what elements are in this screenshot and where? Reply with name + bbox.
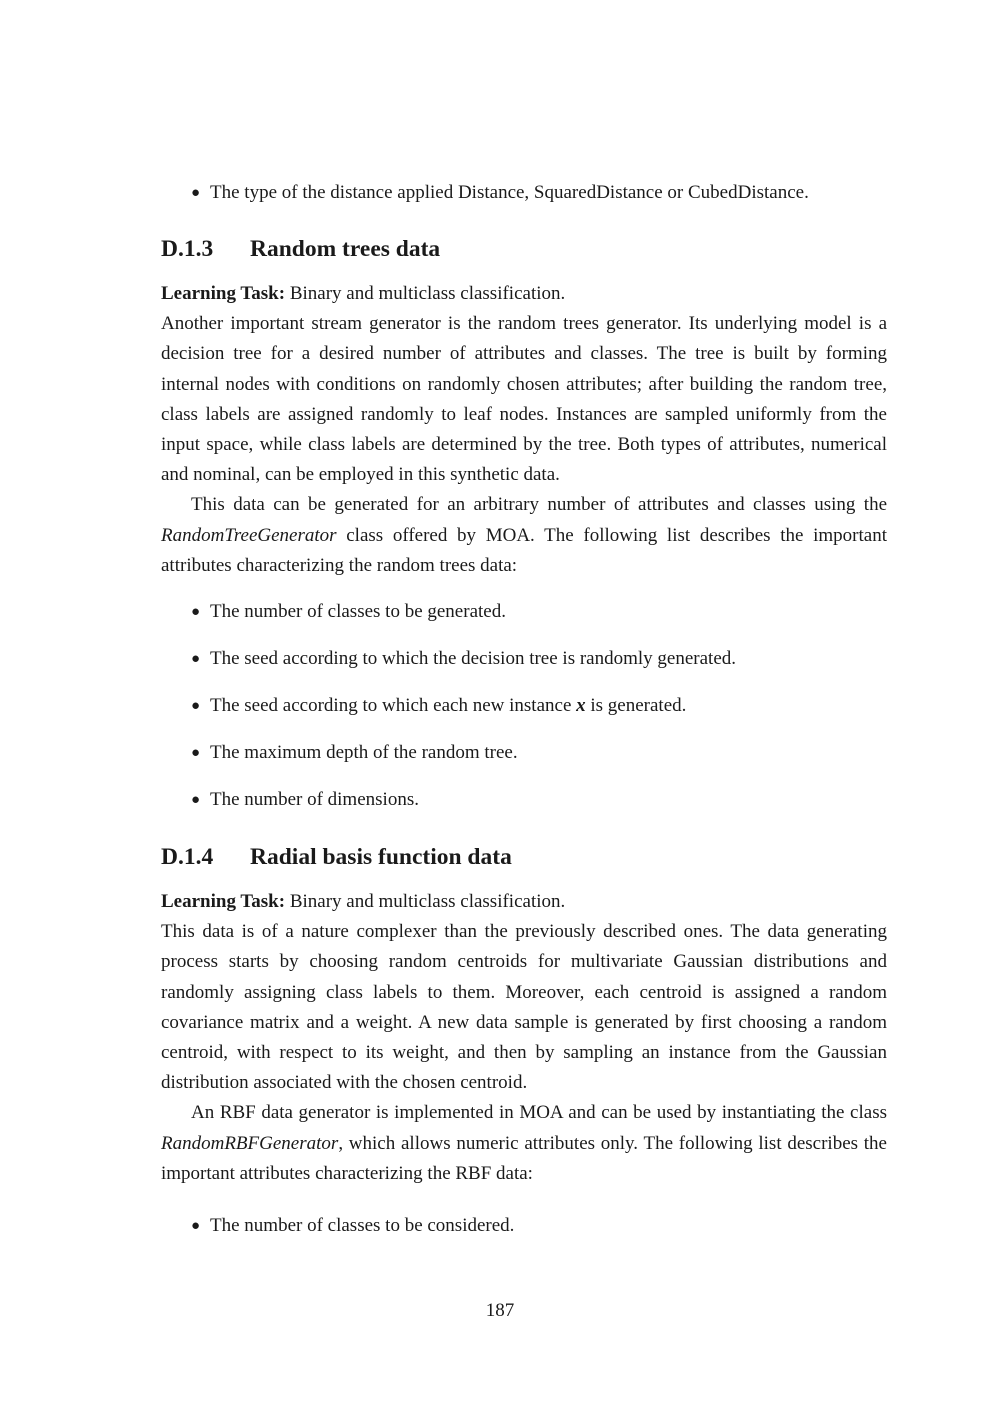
section-title: Radial basis function data xyxy=(250,844,512,871)
bullet-icon: ● xyxy=(191,745,201,762)
page-body xyxy=(161,178,887,1241)
bullet-text: The maximum depth of the random tree. xyxy=(210,742,518,764)
page-number: 187 xyxy=(485,1300,515,1321)
learning-task-line xyxy=(161,887,887,917)
bullet-text: The seed according to which the decision tree is randomly generated. xyxy=(210,648,736,670)
bullet-icon: ● xyxy=(191,604,201,621)
rbf-attribute-list xyxy=(161,1211,887,1241)
list-item xyxy=(161,178,887,208)
class-name: RandomRBFGenerator xyxy=(161,1132,339,1154)
bullet-icon: ● xyxy=(191,185,201,201)
paragraph xyxy=(161,1098,887,1189)
paragraph-text: class offered by MOA. The following list describes the important attributes characterizing the random trees data: xyxy=(161,524,887,576)
list-item xyxy=(161,644,887,674)
bullet-text: is generated. xyxy=(585,695,687,717)
bullet-text: The number of classes to be generated. xyxy=(210,601,506,623)
bullet-text: The type of the distance applied Distance, SquaredDistance or CubedDistance. xyxy=(210,182,809,203)
learning-task-label: Learning Task: xyxy=(161,891,286,913)
paragraph-text: This data can be generated for an arbitrary number of attributes and classes using the xyxy=(191,494,887,516)
class-name: RandomTreeGenerator xyxy=(161,524,337,546)
bullet-text: The number of classes to be considered. xyxy=(210,1215,515,1237)
top-bullet-list xyxy=(161,178,887,208)
section-number: D.1.3 xyxy=(161,236,214,262)
paragraph: Another important stream generator is the random trees generator. Its underlying model is a decision tree for a desired number of attributes and classes. The tree is built by forming internal nodes with conditions on randomly chosen attributes; after building the random tree, class labels are assigned randomly to leaf nodes. Instances are sampled uniformly from the input space, while class labels are determined by the tree. Both types of attributes, numerical and nominal, can be employed in this synthetic data. xyxy=(161,313,887,486)
bullet-text: The seed according to which each new instance xyxy=(210,695,577,717)
bullet-icon: ● xyxy=(191,792,201,809)
section-heading-d14 xyxy=(161,842,887,872)
paragraph: This data is of a nature complexer than the previously described ones. The data generating process starts by choosing random centroids for multivariate Gaussian distributions and randomly assigning class labels to them. Moreover, each centroid is assigned a random covariance matrix and a weight. A new data sample is generated by first choosing a random centroid, with respect to its weight, and then by sampling an instance from the Gaussian distribution associated with the chosen centroid. xyxy=(161,921,887,1094)
learning-task-value: Binary and multiclass classification. xyxy=(289,891,566,913)
learning-task-value: Binary and multiclass classification. xyxy=(289,283,566,304)
paragraph-text: , which allows numeric attributes only. The following list describes the important attributes characterizing the RBF data: xyxy=(161,1132,887,1184)
learning-task-line xyxy=(161,279,887,309)
bullet-icon: ● xyxy=(191,1218,201,1235)
paragraph xyxy=(161,490,887,581)
list-item xyxy=(161,597,887,627)
bullet-icon: ● xyxy=(191,698,201,715)
bullet-icon: ● xyxy=(191,651,201,668)
list-item xyxy=(161,1211,887,1241)
random-trees-attribute-list xyxy=(161,597,887,815)
math-variable: x xyxy=(576,695,586,717)
section-title: Random trees data xyxy=(250,236,441,262)
section-number: D.1.4 xyxy=(161,844,214,871)
bullet-text: The number of dimensions. xyxy=(210,789,419,811)
list-item xyxy=(161,738,887,768)
section-heading-d13 xyxy=(161,234,887,264)
paragraph-text: An RBF data generator is implemented in MOA and can be used by instantiating the class xyxy=(191,1102,887,1124)
list-item xyxy=(161,691,887,721)
learning-task-label: Learning Task: xyxy=(161,283,286,304)
list-item xyxy=(161,785,887,815)
